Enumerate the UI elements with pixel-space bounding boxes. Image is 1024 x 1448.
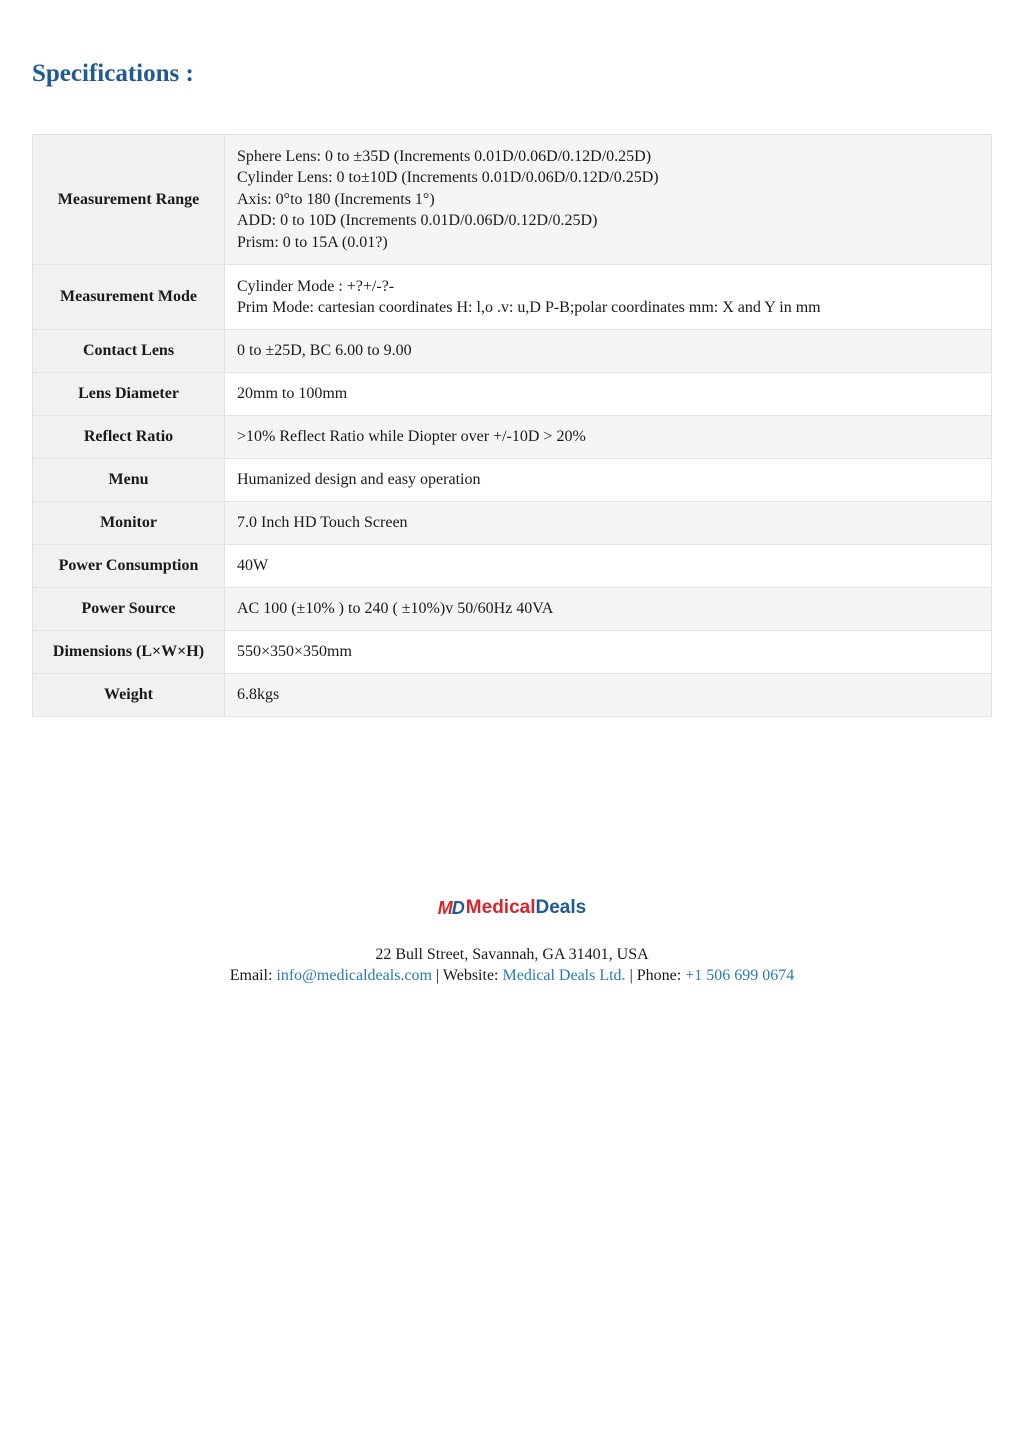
spec-label: Reflect Ratio xyxy=(33,416,225,459)
spec-value xyxy=(225,135,992,265)
logo-wordmark-deals: Deals xyxy=(535,897,587,918)
spec-value-line: 0 to ±25D, BC 6.00 to 9.00 xyxy=(237,342,412,360)
spec-row xyxy=(33,373,992,416)
phone-label: | Phone: xyxy=(625,967,686,984)
spec-value xyxy=(225,674,992,717)
spec-value-line: 40W xyxy=(237,557,269,575)
logo-mark-d: D xyxy=(451,897,464,918)
specifications-table xyxy=(32,134,992,717)
spec-row xyxy=(33,265,992,330)
spec-value-line: 20mm to 100mm xyxy=(237,385,348,403)
spec-row xyxy=(33,674,992,717)
spec-value xyxy=(225,545,992,588)
spec-value-line: >10% Reflect Ratio while Diopter over +/-10D > 20% xyxy=(237,428,586,446)
spec-value-line: 7.0 Inch HD Touch Screen xyxy=(237,514,408,532)
spec-value-line: Axis: 0°to 180 (Increments 1°) xyxy=(237,190,435,208)
spec-value xyxy=(225,502,992,545)
spec-row xyxy=(33,459,992,502)
spec-value-line: 6.8kgs xyxy=(237,686,280,704)
spec-value xyxy=(225,265,992,330)
spec-label: Contact Lens xyxy=(33,330,225,373)
spec-value-line: 550×350×350mm xyxy=(237,643,352,661)
spec-value-line: Prim Mode: cartesian coordinates H: l,o .v: u,D P-B;polar coordinates mm: X and Y in mm xyxy=(237,299,821,316)
spec-label: Menu xyxy=(33,459,225,502)
spec-value-line: Cylinder Lens: 0 to±10D (Increments 0.01D/0.06D/0.12D/0.25D) xyxy=(237,169,659,187)
spec-row xyxy=(33,545,992,588)
spec-value xyxy=(225,631,992,674)
page-title: Specifications : xyxy=(32,60,194,87)
spec-label: Lens Diameter xyxy=(33,373,225,416)
spec-row xyxy=(33,502,992,545)
specifications-table-body xyxy=(33,135,992,717)
spec-value-line: Sphere Lens: 0 to ±35D (Increments 0.01D/0.06D/0.12D/0.25D) xyxy=(237,147,652,165)
logo-mark xyxy=(438,898,464,919)
spec-value-line: AC 100 (±10% ) to 240 ( ±10%)v 50/60Hz 40VA xyxy=(237,600,554,618)
spec-label: Dimensions (L×W×H) xyxy=(33,631,225,674)
spec-value xyxy=(225,459,992,502)
footer-contact xyxy=(0,965,1024,986)
spec-value-line: ADD: 0 to 10D (Increments 0.01D/0.06D/0.12D/0.25D) xyxy=(237,212,598,230)
logo-wordmark xyxy=(466,897,586,919)
logo-mark-m: M xyxy=(437,897,452,918)
spec-label: Monitor xyxy=(33,502,225,545)
email-link[interactable]: info@medicaldeals.com xyxy=(276,967,432,984)
medicaldeals-logo[interactable] xyxy=(438,895,586,921)
spec-label: Power Source xyxy=(33,588,225,631)
spec-row xyxy=(33,135,992,265)
spec-value xyxy=(225,588,992,631)
email-label: Email: xyxy=(229,967,277,984)
spec-value-line: Cylinder Mode : +?+/-?- xyxy=(237,277,395,295)
spec-value xyxy=(225,416,992,459)
spec-label: Weight xyxy=(33,674,225,717)
phone-link[interactable]: +1 506 699 0674 xyxy=(685,967,795,984)
footer-address: 22 Bull Street, Savannah, GA 31401, USA xyxy=(375,946,649,963)
spec-row xyxy=(33,631,992,674)
spec-row xyxy=(33,588,992,631)
spec-row xyxy=(33,330,992,373)
footer xyxy=(0,895,1024,986)
logo-wordmark-medical: Medical xyxy=(465,897,536,918)
spec-value xyxy=(225,330,992,373)
spec-label: Measurement Range xyxy=(33,135,225,265)
website-link[interactable]: Medical Deals Ltd. xyxy=(502,967,626,984)
website-label: | Website: xyxy=(431,967,503,984)
spec-value-line: Humanized design and easy operation xyxy=(237,471,481,489)
spec-label: Measurement Mode xyxy=(33,265,225,330)
spec-value xyxy=(225,373,992,416)
spec-label: Power Consumption xyxy=(33,545,225,588)
spec-value-line: Prism: 0 to 15A (0.01?) xyxy=(237,233,388,251)
spec-row xyxy=(33,416,992,459)
